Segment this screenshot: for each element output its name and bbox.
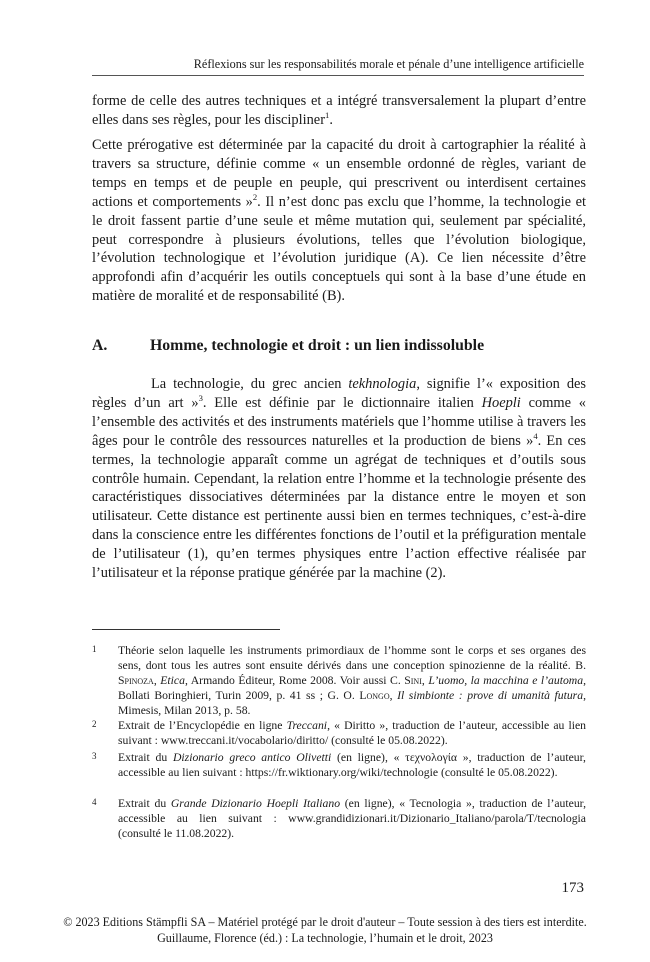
footnote-number: 3 (92, 751, 97, 761)
footnote-text: Extrait du Dizionario greco antico Olivetti (en ligne), « τεχνολογία », traduction de l’auteur, accessible au lien suivant : https://fr.wiktionary.org/wiki/technologie (consulté le 05.08.2022). (118, 751, 586, 780)
copyright-notice (0, 914, 650, 946)
footnote-ref-3[interactable]: 3 (198, 393, 203, 404)
footnote-number: 1 (92, 644, 97, 654)
running-header (92, 57, 584, 76)
paragraph-3: La technologie, du grec ancien tekhnologia, signifie l’« exposition des règles d’un art »$^3$. Elle est définie par le dictionnaire italien Hoepli comme « l’ensemble des activités et des instruments matériels que l’homme utilise à travers les âges pour le contrôle des ressources naturelles et la production de biens »$^4$. En ces termes, la technologie apparaît comme un agrégat de techniques et d’outils sous contrôle humain. Cependant, la relation entre l’homme et la technologie présente des caractéristiques dissociatives déterminées par la distance entre le moyen et son utilisateur. Cette distance est pertinente aussi bien en termes techniques, c’est-à-dire dans la conscience entre les différentes fonctions de l’outil et la préfiguration mentale de l’utilisateur (1), qu’en termes physiques entre l’action effective réalisée par l’utilisateur et la réponse pratique générée par la machine (2). (92, 376, 586, 582)
footnote-2 (92, 718, 586, 748)
footnote-text: Extrait du Grande Dizionario Hoepli Italiano (en ligne), « Tecnologia », traduction de l’auteur, accessible au lien suivant : www.grandidizionari.it/Dizionario_Italiano/parola/T/tecnologia (consulté le 11.08.2022). (118, 797, 587, 841)
footnote-separator (92, 629, 280, 630)
section-title: Homme, technologie et droit : un lien indissoluble (150, 337, 485, 354)
footnote-text: Théorie selon laquelle les instruments primordiaux de l’homme sont le corps et ses organes des sens, dont tous les autres sont ensuite dérivés dans une conception spinozienne de la réalité. B. Spinoza, Etica, Armando Éditeur, Rome 2008. Voir aussi C. Sini, L’uomo, la macchina e l’automa, Bollati Boringhieri, Turin 2009, p. 41 ss ; G. O. Longo, Il simbionte : prove di umanità futura, Mimesis, Milan 2013, p. 58. (118, 644, 587, 718)
footnote-text: Extrait de l’Encyclopédie en ligne Treccani, « Diritto », traduction de l’auteur, accessible au lien suivant : www.treccani.it/vocabolario/diritto/ (consulté le 05.08.2022). (118, 719, 586, 748)
footnote-ref-4[interactable]: 4 (533, 430, 538, 441)
section-heading (92, 337, 484, 355)
footnote-4 (92, 796, 586, 841)
running-title: Réflexions sur les responsabilités morale et pénale d’une intelligence artificielle (193, 57, 584, 71)
footnote-ref-2[interactable]: 2 (252, 191, 258, 202)
paragraph-1: forme de celle des autres techniques et a intégré transversalement la plupart d’entre elles dans ses règles, pour les discipliner$^1$. (92, 93, 586, 128)
copyright-line-2: Guillaume, Florence (éd.) : La technologie, l’humain et le droit, 2023 (157, 931, 493, 945)
paragraph-2: Cette prérogative est déterminée par la capacité du droit à cartographier la réalité à travers sa structure, définie comme « un ensemble ordonné de règles, variant de temps en temps et de peuple en peuple, qui prescrivent ou interdisent certaines actions et comportements »$^2$. Il n’est donc pas exclu que l’homme, la technologie et le droit fassent partie d’une seule et même mutation qui, seulement par spécialité, peut correspondre à plusieurs évolutions, telles que l’évolution biologique, l’évolution technologique et l’évolution juridique (A). Ce lien nécessite d’être approfondi afin d’acquérir les outils conceptuels qui sont à la base d’une étude en matière de moralité et de responsabilité (B). (92, 137, 586, 305)
copyright-line-1: © 2023 Editions Stämpfli SA – Matériel protégé par le droit d'auteur – Toute session à des tiers est interdite. (63, 915, 587, 929)
footnote-number: 4 (92, 797, 97, 807)
footnote-3 (92, 750, 586, 780)
section-number: A. (92, 337, 108, 354)
footnote-number: 2 (92, 719, 97, 729)
dictionary-name: Hoepli (481, 394, 521, 411)
footnote-1 (92, 643, 586, 718)
greek-term: tekhnologia (348, 376, 417, 392)
page-number: 173 (561, 880, 584, 896)
footnote-ref-1[interactable]: 1 (325, 110, 330, 121)
